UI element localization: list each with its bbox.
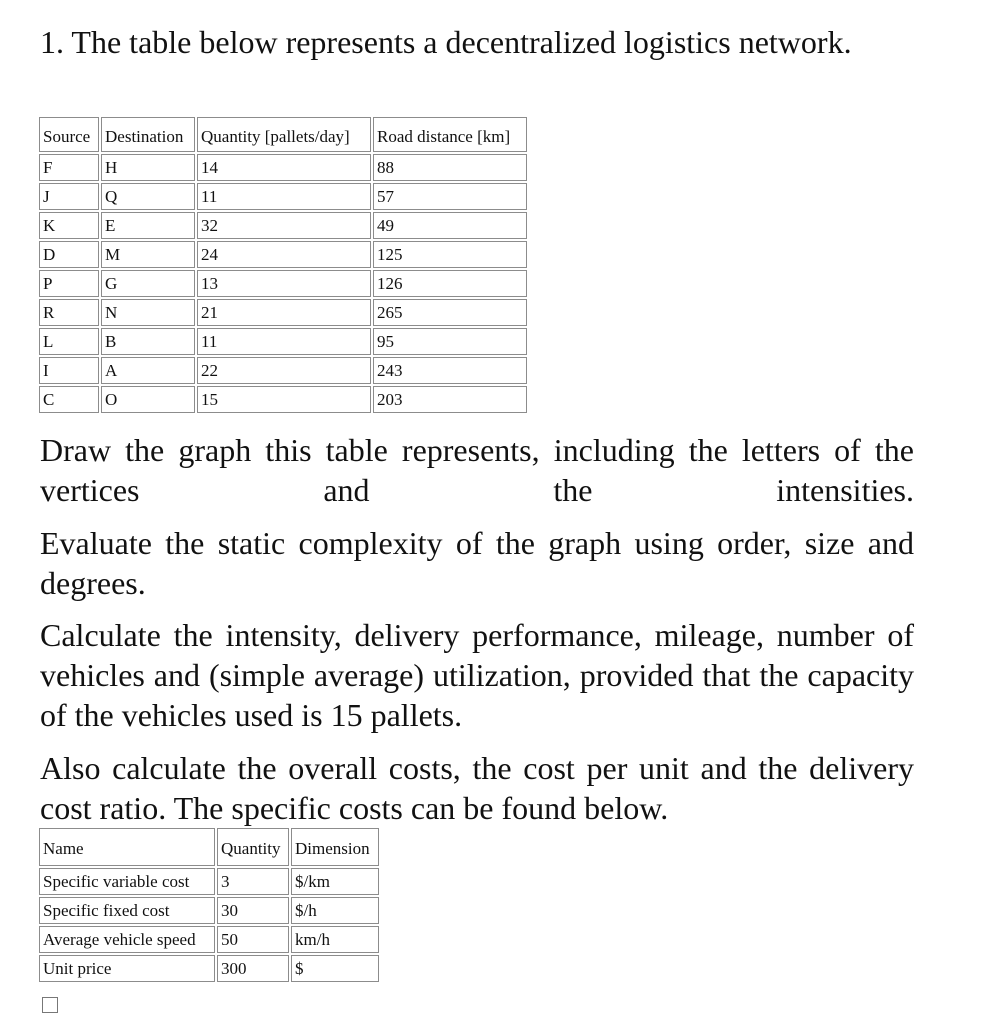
table-row [39,955,379,982]
cell-distance: 125 [373,241,527,268]
cost-table-header-row [39,828,379,866]
network-table [37,115,529,415]
instruction-calculate: Calculate the intensity, delivery performance, mileage, number of vehicles and (simple average) utilization, provided that the capacity of the vehicles used is 15 pallets. [40,617,914,733]
instruction-evaluate: Evaluate the static complexity of the graph using order, size and degrees. [40,525,914,601]
cell-quantity: 24 [197,241,371,268]
cell-destination: N [101,299,195,326]
cell-quantity: 13 [197,270,371,297]
instruction-costs: Also calculate the overall costs, the cost per unit and the delivery cost ratio. The specific costs can be found below. [40,750,914,826]
table-row [39,328,527,355]
table-row [39,183,527,210]
header-name: Name [39,828,215,866]
cell-distance: 203 [373,386,527,413]
table-row [39,270,527,297]
table-row [39,926,379,953]
cell-source: C [39,386,99,413]
instruction-draw: Draw the graph this table represents, including the letters of the vertices and the intensities. [40,432,914,508]
cell-distance: 265 [373,299,527,326]
cell-source: R [39,299,99,326]
header-road-distance: Road distance [km] [373,117,527,152]
cell-destination: A [101,357,195,384]
header-source: Source [39,117,99,152]
cell-dimension: $/h [291,897,379,924]
cell-quantity: 14 [197,154,371,181]
cell-distance: 49 [373,212,527,239]
cell-name: Average vehicle speed [39,926,215,953]
cell-source: J [39,183,99,210]
table-row [39,386,527,413]
table-row [39,212,527,239]
cell-destination: H [101,154,195,181]
question-title: 1. The table below represents a decentralized logistics network. [40,24,852,60]
table-row [39,357,527,384]
cell-quantity: 21 [197,299,371,326]
cell-quantity: 30 [217,897,289,924]
cell-destination: B [101,328,195,355]
network-table-header-row [39,117,527,152]
cost-table [37,826,381,984]
cell-dimension: $ [291,955,379,982]
cell-source: L [39,328,99,355]
table-row [39,897,379,924]
cell-destination: Q [101,183,195,210]
cell-distance: 88 [373,154,527,181]
cell-source: F [39,154,99,181]
cell-destination: G [101,270,195,297]
cell-name: Unit price [39,955,215,982]
cell-name: Specific variable cost [39,868,215,895]
cell-quantity: 11 [197,183,371,210]
table-row [39,868,379,895]
header-dimension: Dimension [291,828,379,866]
cell-quantity: 32 [197,212,371,239]
cell-destination: O [101,386,195,413]
table-row [39,241,527,268]
cell-distance: 57 [373,183,527,210]
cell-source: K [39,212,99,239]
cell-source: I [39,357,99,384]
cell-destination: M [101,241,195,268]
header-quantity: Quantity [217,828,289,866]
cell-name: Specific fixed cost [39,897,215,924]
cell-distance: 95 [373,328,527,355]
cell-quantity: 22 [197,357,371,384]
table-row [39,299,527,326]
cell-quantity: 50 [217,926,289,953]
cell-dimension: km/h [291,926,379,953]
cell-destination: E [101,212,195,239]
table-row [39,154,527,181]
cell-quantity: 3 [217,868,289,895]
cell-quantity: 15 [197,386,371,413]
cell-dimension: $/km [291,868,379,895]
cell-source: P [39,270,99,297]
cell-quantity: 300 [217,955,289,982]
header-destination: Destination [101,117,195,152]
header-quantity: Quantity [pallets/day] [197,117,371,152]
cell-distance: 126 [373,270,527,297]
cell-source: D [39,241,99,268]
answer-checkbox[interactable] [42,997,58,1013]
cell-distance: 243 [373,357,527,384]
cell-quantity: 11 [197,328,371,355]
